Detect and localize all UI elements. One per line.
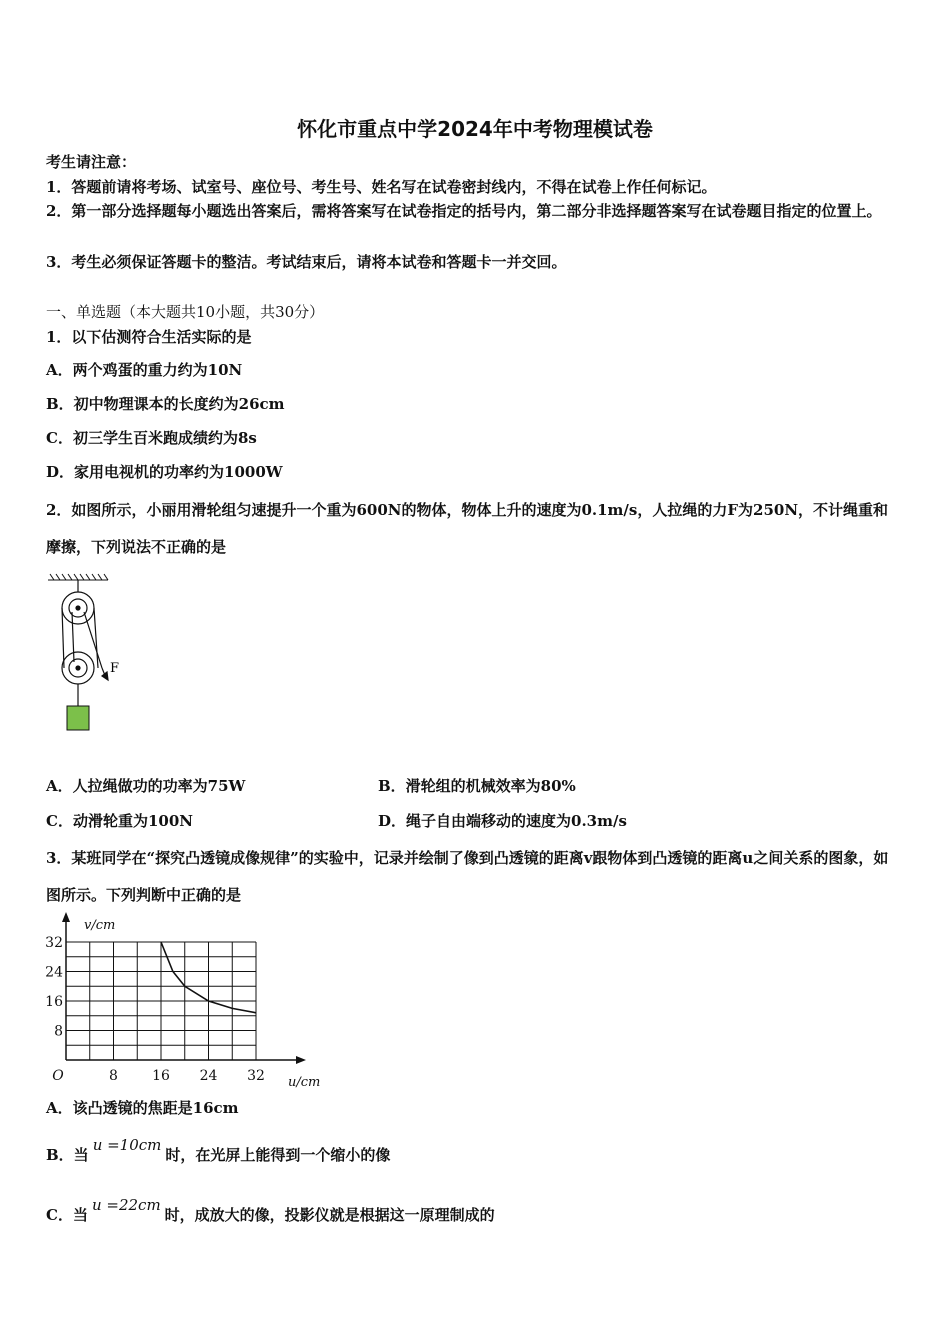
q1-stem: 1．以下估测符合生活实际的是 [46, 328, 252, 346]
ceiling-hatch [48, 574, 108, 580]
notice-item-1: 1．答题前请将考场、试室号、座位号、考生号、姓名写在试卷密封线内，不得在试卷上作任何标记。 [46, 178, 717, 196]
rope-arrow-f [102, 668, 108, 680]
page-title: 怀化市重点中学2024年中考物理模试卷 [297, 117, 653, 141]
notice-item-2: 2．第一部分选择题每小题选出答案后，需将答案写在试卷指定的括号内，第二部分非选择题答案写在试卷题目指定的位置上。 [46, 202, 882, 220]
section-heading: 一、单选题（本大题共10小题，共30分） [46, 303, 325, 321]
q1-option-d: D．家用电视机的功率约为1000W [46, 463, 283, 481]
q1-option-a: A．两个鸡蛋的重力约为10N [46, 361, 243, 379]
q3-stem: 3．某班同学在“探究凸透镜成像规律”的实验中，记录并绘制了像到凸透镜的距离v跟物体到凸透镜的距离u之间关系的图象，如图所示。下列判断中正确的是 [46, 849, 889, 904]
q3-option-c-math: u =22cm [91, 1196, 161, 1214]
x-axis-label: u/cm [288, 1075, 321, 1090]
q3-option-b-suffix: 时，在光屏上能得到一个缩小的像 [165, 1146, 391, 1164]
q1-option-b: B．初中物理课本的长度约为26cm [46, 395, 285, 413]
q3-option-a: A．该凸透镜的焦距是16cm [46, 1099, 239, 1117]
q3-option-b-math: u =10cm [92, 1136, 162, 1154]
q2-option-d: D．绳子自由端移动的速度为0.3m/s [378, 812, 627, 830]
q3-option-b-prefix: B．当 [46, 1146, 89, 1164]
vu-chart [40, 912, 325, 1090]
q2-option-b: B．滑轮组的机械效率为80% [378, 777, 576, 795]
notice-heading: 考生请注意： [46, 153, 137, 171]
y-tick-label: 8 [54, 1023, 63, 1040]
origin-label: O [52, 1068, 64, 1084]
ropes [62, 608, 102, 668]
y-tick-label: 16 [45, 994, 63, 1010]
q3-option-c [46, 1196, 495, 1225]
movable-pulley [62, 652, 94, 706]
y-axis-arrow [62, 912, 70, 922]
force-label: F [110, 661, 120, 676]
notice-item-3: 3．考生必须保证答题卡的整洁。考试结束后，请将本试卷和答题卡一并交回。 [46, 253, 567, 271]
load-block [67, 706, 89, 730]
x-tick-label: 16 [152, 1068, 170, 1084]
q1-option-c: C．初三学生百米跑成绩约为8s [46, 429, 257, 447]
q3-option-c-suffix: 时，成放大的像，投影仪就是根据这一原理制成的 [164, 1206, 495, 1224]
q2-option-c: C．动滑轮重为100N [46, 812, 193, 830]
x-tick-label: 24 [199, 1068, 218, 1084]
q2-option-a: A．人拉绳做功的功率为75W [46, 777, 246, 795]
x-tick-label: 32 [247, 1068, 265, 1084]
x-tick-label: 8 [109, 1068, 118, 1084]
q3-option-c-prefix: C．当 [46, 1206, 88, 1224]
pulley-figure [44, 572, 134, 738]
y-tick-label: 32 [45, 935, 63, 951]
x-axis-arrow [296, 1056, 306, 1064]
y-tick-label: 24 [45, 964, 63, 981]
q3-option-b [46, 1136, 391, 1165]
fixed-pulley [62, 580, 94, 624]
q2-stem: 2．如图所示，小丽用滑轮组匀速提升一个重为600N的物体，物体上升的速度为0.1m/s，人拉绳的力F为250N，不计绳重和摩擦，下列说法不正确的是 [46, 501, 889, 556]
y-axis-label: v/cm [84, 918, 116, 933]
